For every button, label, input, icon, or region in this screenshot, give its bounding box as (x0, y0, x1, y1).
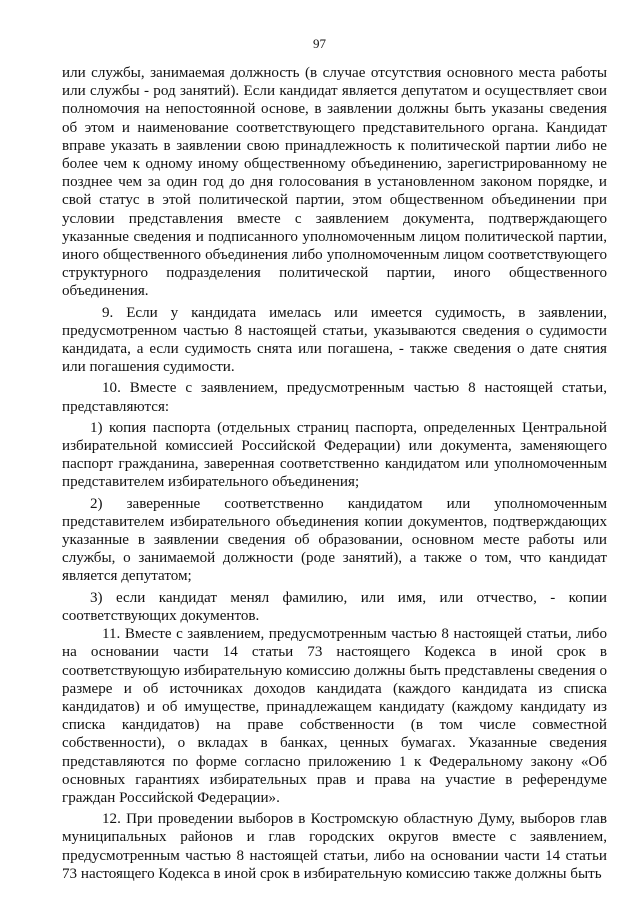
page-number: 97 (313, 36, 326, 51)
paragraph-11: 11. Вместе с заявлением, предусмотренным частью 8 настоящей статьи, либо на основании части 14 статьи 73 настоящего Кодекса в иной срок в соответствующую избирательную комиссию должны быть представлены сведения о размере и об источниках доходов кандидата (каждого кандидата из списка кандидатов) и об имуществе, принадлежащем кандидату (каждому кандидату из списка кандидатов) на праве собственности (в том числе совместной собственности), о вкладах в банках, ценных бумагах. Указанные сведения представляются по форме согласно приложению 1 к Федеральному закону «Об основных гарантиях избирательных прав и права на участие в референдуме граждан Российской Федерации». (62, 626, 607, 806)
document-body (62, 64, 607, 883)
list-item-2: 2) заверенные соответственно кандидатом или уполномоченным представителем избирательного объединения копии документов, подтверждающих указанные в заявлении сведения об образовании, основном месте работы или службы, о занимаемой должности (роде занятий), а также о том, что кандидат является депутатом; (62, 495, 607, 585)
list-item-1: 1) копия паспорта (отдельных страниц паспорта, определенных Центральной избирательной комиссией Российской Федерации) или документа, заменяющего паспорт гражданина, заверенная соответственно кандидатом или уполномоченным представителем избирательного объединения; (62, 419, 607, 491)
paragraph-continuation: или службы, занимаемая должность (в случае отсутствия основного места работы или службы - род занятий). Если кандидат является депутатом и осуществляет свои полномочия на непостоянной основе, в заявлении должны быть указаны сведения об этом и наименование соответствующего представительного органа. Кандидат вправе указать в заявлении свою принадлежность к политической партии либо не более чем к одному иному общественному объединению, зарегистрированному не позднее чем за один год до дня голосования в установленном законом порядке, и свой статус в этой политической партии, этом общественном объединении при условии представления вместе с заявлением документа, подтверждающего указанные сведения и подписанного уполномоченным лицом политической партии, иного общественного объединения либо уполномоченным лицом соответствующего структурного подразделения политической партии, иного общественного объединения. (62, 65, 607, 300)
list-item-3: 3) если кандидат менял фамилию, или имя, или отчество, - копии соответствующих документов. (62, 589, 607, 624)
paragraph-12: 12. При проведении выборов в Костромскую областную Думу, выборов глав муниципальных районов и глав городских округов вместе с заявлением, предусмотренным частью 8 настоящей статьи, либо на основании части 14 статьи 73 настоящего Кодекса в иной срок в избирательную комиссию также должны быть (62, 811, 607, 882)
paragraph-10: 10. Вместе с заявлением, предусмотренным частью 8 настоящей статьи, представляются: (62, 380, 607, 415)
paragraph-9: 9. Если у кандидата имелась или имеется судимость, в заявлении, предусмотренном частью 8 настоящей статьи, указываются сведения о судимости кандидата, а если судимость снята или погашена, - также сведения о дате снятия или погашения судимости. (62, 304, 607, 376)
